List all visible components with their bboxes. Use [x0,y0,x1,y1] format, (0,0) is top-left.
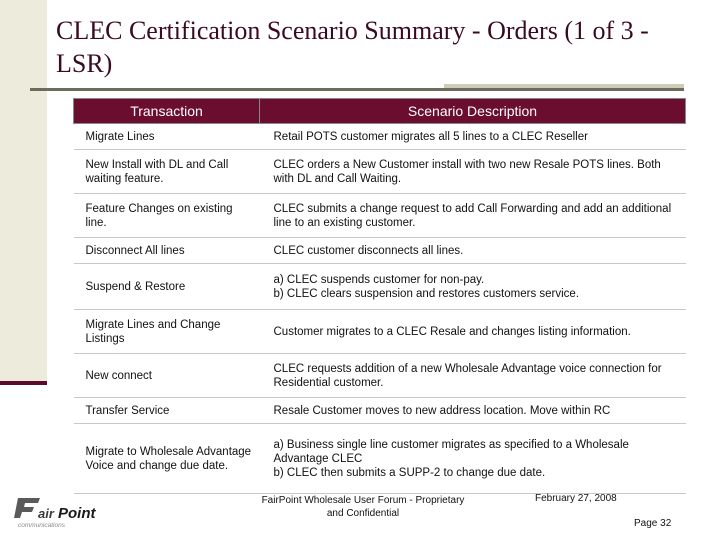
table-row [74,194,686,238]
footer-page-number: Page 32 [634,518,672,529]
svg-text:air: air [38,506,54,521]
footer-confidential: FairPoint Wholesale User Forum - Proprietary and Confidential [261,495,465,519]
description-cell: CLEC customer disconnects all lines. [260,238,686,264]
description-cell: a) CLEC suspends customer for non-pay. b) CLEC clears suspension and restores customers service. [260,264,686,310]
description-cell: CLEC requests addition of a new Wholesale Advantage voice connection for Residential customer. [260,354,686,398]
transaction-cell: Disconnect All lines [74,238,260,264]
transaction-cell: Feature Changes on existing line. [74,194,260,238]
scenario-table [73,98,686,494]
description-cell: Customer migrates to a CLEC Resale and changes listing information. [260,310,686,354]
fairpoint-logo [14,494,104,530]
header-scenario-description: Scenario Description [260,99,686,124]
transaction-cell: Migrate Lines [74,124,260,150]
description-cell: CLEC submits a change request to add Call Forwarding and add an additional line to an existing customer. [260,194,686,238]
transaction-cell: Migrate Lines and Change Listings [74,310,260,354]
transaction-cell: New Install with DL and Call waiting feature. [74,150,260,194]
transaction-cell: Migrate to Wholesale Advantage Voice and change due date. [74,424,260,494]
table-row [74,124,686,150]
table-row [74,264,686,310]
description-cell: a) Business single line customer migrates as specified to a Wholesale Advantage CLEC b) CLEC then submits a SUPP-2 to change due date. [260,424,686,494]
footer-date: February 27, 2008 [535,493,617,504]
description-cell: Retail POTS customer migrates all 5 lines to a CLEC Reseller [260,124,686,150]
title-underline [30,88,684,91]
svg-text:communications: communications [18,522,65,529]
svg-text:Point: Point [58,505,96,522]
left-decor-accent [0,381,47,385]
header-transaction: Transaction [74,99,260,124]
transaction-cell: Transfer Service [74,398,260,424]
transaction-cell: New connect [74,354,260,398]
table-header-row [74,99,686,124]
transaction-cell: Suspend & Restore [74,264,260,310]
description-cell: Resale Customer moves to new address location. Move within RC [260,398,686,424]
table-row [74,398,686,424]
table-row [74,150,686,194]
table-row [74,238,686,264]
left-decor-bar [0,0,47,383]
slide-title: CLEC Certification Scenario Summary - Orders (1 of 3 - LSR) [56,16,649,78]
table-row [74,424,686,494]
table-row [74,310,686,354]
description-cell: CLEC orders a New Customer install with two new Resale POTS lines. Both with DL and Call Waiting. [260,150,686,194]
table-row [74,354,686,398]
